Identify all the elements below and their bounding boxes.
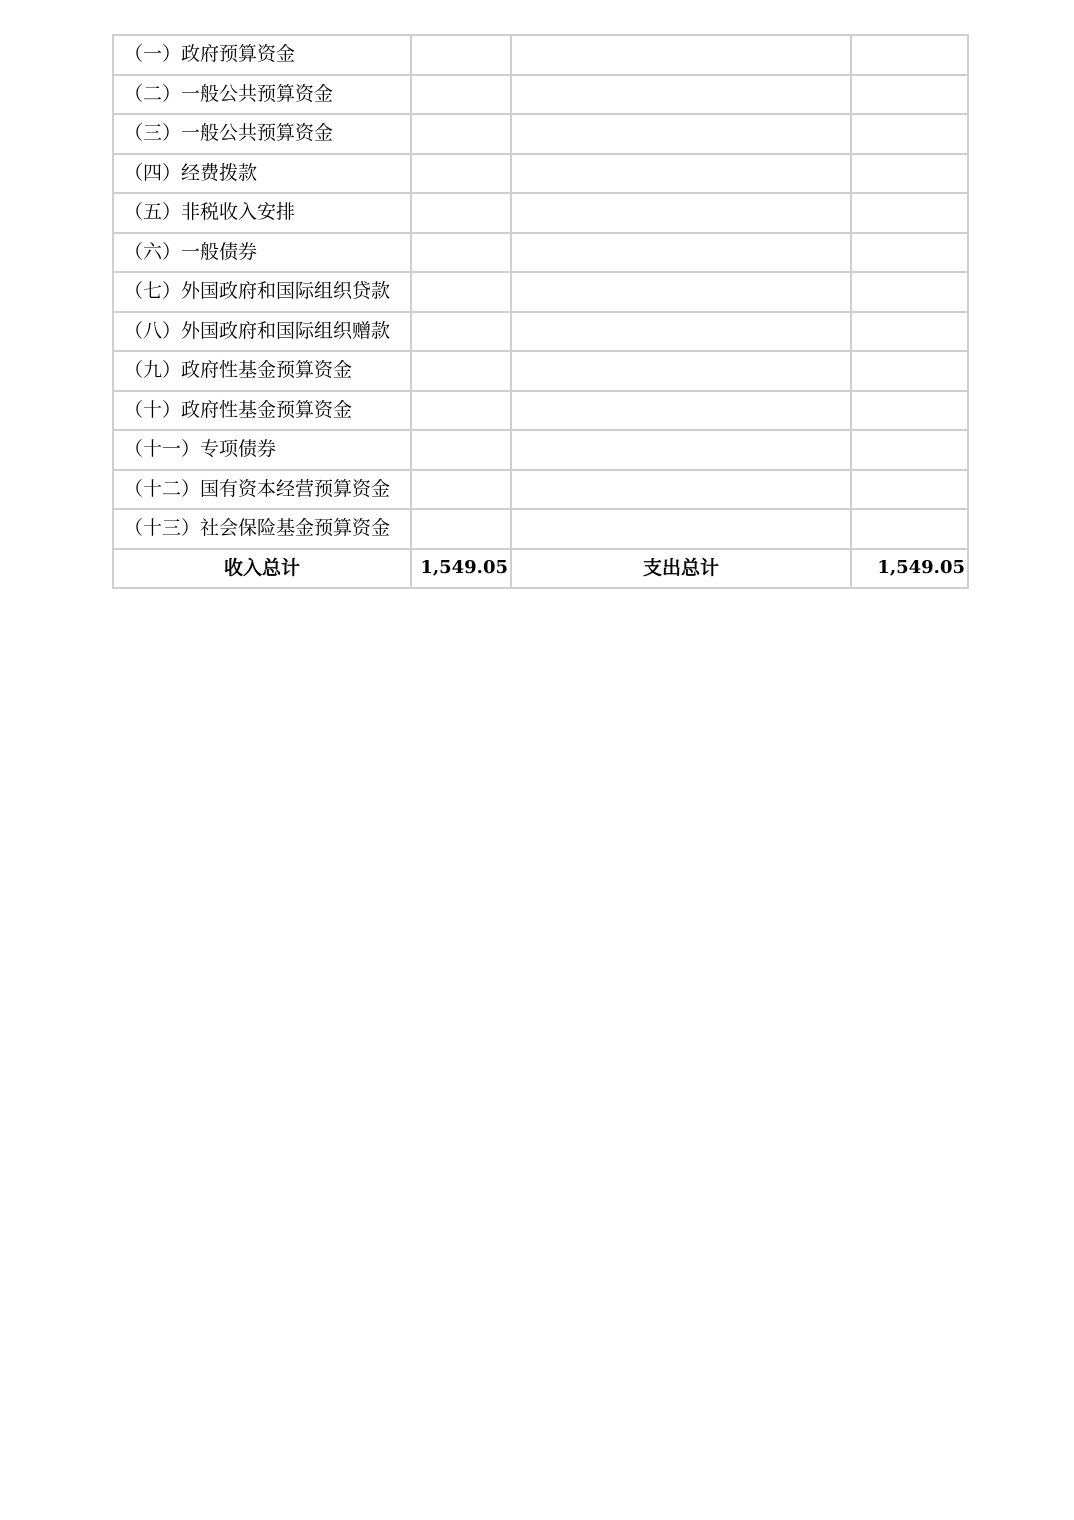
income-amount-cell (411, 391, 511, 431)
expense-amount-cell (851, 272, 968, 312)
income-item-cell: （二）一般公共预算资金 (113, 75, 411, 115)
table-row (113, 391, 968, 431)
expense-amount-cell (851, 75, 968, 115)
expense-item-cell (511, 430, 851, 470)
expense-item-cell (511, 470, 851, 510)
income-amount-cell (411, 430, 511, 470)
table-row (113, 470, 968, 510)
expense-amount-cell (851, 391, 968, 431)
income-item-cell: （六）一般债券 (113, 233, 411, 273)
table-row (113, 75, 968, 115)
income-total-label: 收入总计 (113, 549, 411, 589)
expense-item-cell (511, 233, 851, 273)
expense-amount-cell (851, 509, 968, 549)
expense-item-cell (511, 272, 851, 312)
table-row (113, 154, 968, 194)
income-item-cell: （八）外国政府和国际组织赠款 (113, 312, 411, 352)
expense-amount-cell (851, 430, 968, 470)
expense-item-cell (511, 75, 851, 115)
expense-amount-cell (851, 233, 968, 273)
table-row (113, 193, 968, 233)
table-row (113, 114, 968, 154)
expense-total-amount: 1,549.05 (851, 549, 968, 589)
expense-amount-cell (851, 351, 968, 391)
table-row (113, 272, 968, 312)
expense-amount-cell (851, 35, 968, 75)
expense-amount-cell (851, 114, 968, 154)
expense-amount-cell (851, 470, 968, 510)
income-item-cell: （一）政府预算资金 (113, 35, 411, 75)
expense-item-cell (511, 35, 851, 75)
expense-amount-cell (851, 154, 968, 194)
expense-item-cell (511, 391, 851, 431)
expense-item-cell (511, 351, 851, 391)
expense-item-cell (511, 154, 851, 194)
income-amount-cell (411, 470, 511, 510)
income-item-cell: （七）外国政府和国际组织贷款 (113, 272, 411, 312)
income-amount-cell (411, 35, 511, 75)
income-amount-cell (411, 312, 511, 352)
income-item-cell: （九）政府性基金预算资金 (113, 351, 411, 391)
table-row (113, 35, 968, 75)
table-row (113, 312, 968, 352)
table-row (113, 509, 968, 549)
income-amount-cell (411, 351, 511, 391)
income-item-cell: （十二）国有资本经营预算资金 (113, 470, 411, 510)
table-row (113, 430, 968, 470)
income-amount-cell (411, 509, 511, 549)
budget-summary-table (112, 34, 969, 589)
income-item-cell: （十一）专项债券 (113, 430, 411, 470)
income-amount-cell (411, 272, 511, 312)
expense-item-cell (511, 193, 851, 233)
income-amount-cell (411, 75, 511, 115)
expense-total-label: 支出总计 (511, 549, 851, 589)
expense-amount-cell (851, 312, 968, 352)
income-total-amount: 1,549.05 (411, 549, 511, 589)
expense-item-cell (511, 312, 851, 352)
income-item-cell: （五）非税收入安排 (113, 193, 411, 233)
income-amount-cell (411, 114, 511, 154)
expense-amount-cell (851, 193, 968, 233)
expense-item-cell (511, 509, 851, 549)
table-row (113, 351, 968, 391)
table-row (113, 233, 968, 273)
income-item-cell: （十三）社会保险基金预算资金 (113, 509, 411, 549)
income-item-cell: （十）政府性基金预算资金 (113, 391, 411, 431)
budget-table-body (113, 35, 968, 588)
expense-item-cell (511, 114, 851, 154)
totals-row (113, 549, 968, 589)
income-amount-cell (411, 233, 511, 273)
income-amount-cell (411, 193, 511, 233)
income-item-cell: （三）一般公共预算资金 (113, 114, 411, 154)
income-amount-cell (411, 154, 511, 194)
income-item-cell: （四）经费拨款 (113, 154, 411, 194)
